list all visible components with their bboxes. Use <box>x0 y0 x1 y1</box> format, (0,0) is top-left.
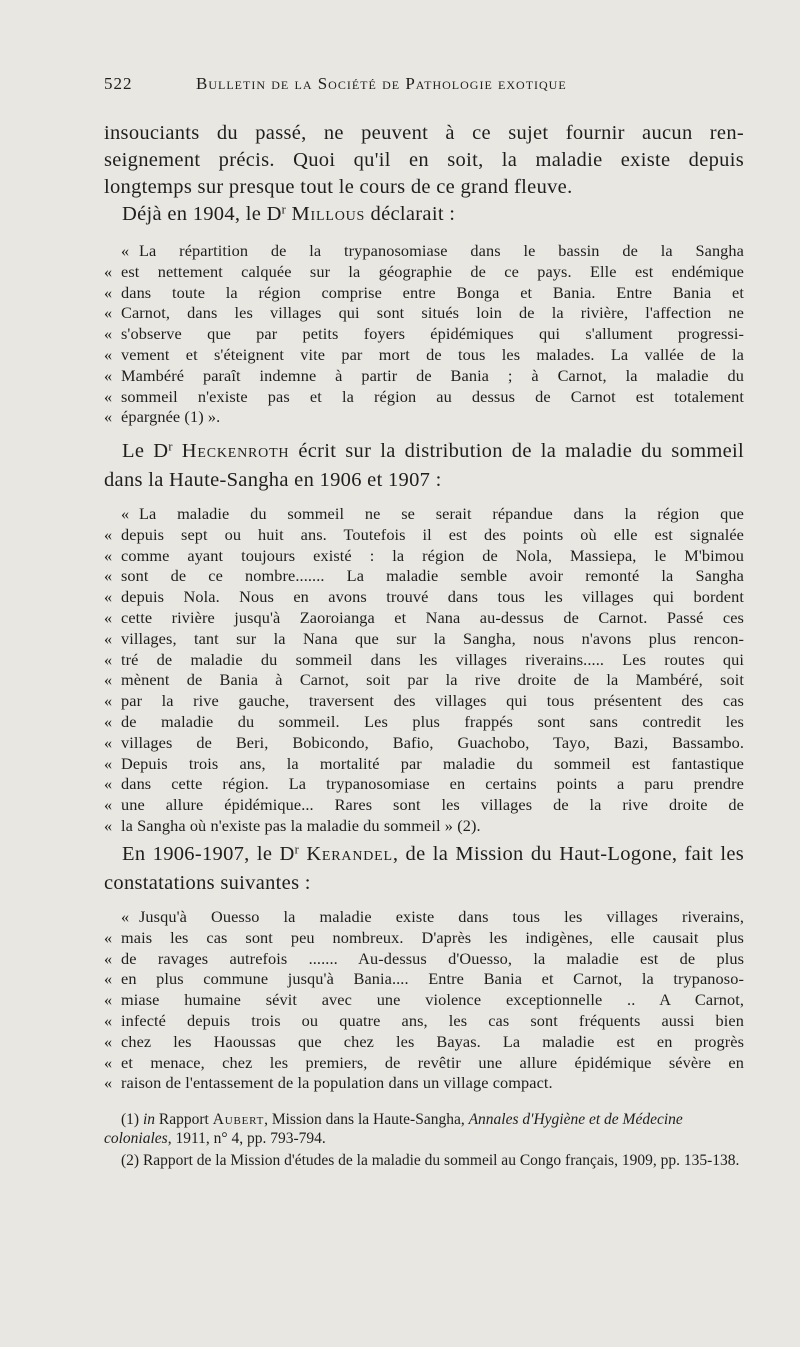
quote-line <box>104 324 744 345</box>
quote-mark: « <box>104 1031 113 1051</box>
quote-line <box>104 949 744 970</box>
paragraph-text-part: En 1906-1907, le D <box>122 843 295 865</box>
intro-line: insouciants du passé, ne peuvent à ce sujet fournir aucun ren- <box>104 122 744 144</box>
footnote-2: (2) Rapport de la Mission d'études de la maladie du sommeil au Congo français, 1909, pp. 135-138. <box>121 1152 740 1169</box>
quote-text: vement et s'éteignent vite par mort de tous les malades. La vallée de la <box>121 344 744 364</box>
intro-line: seignement précis. Quoi qu'il en soit, la maladie existe depuis <box>104 149 744 171</box>
quote-line <box>104 546 744 567</box>
author-name: Kerandel <box>306 843 393 865</box>
quote-text: La répartition de la trypanosomiase dans le bassin de la Sangha <box>139 241 744 260</box>
quote-line <box>104 387 744 408</box>
quote-line <box>104 303 744 324</box>
quote-text: Mambéré paraît indemne à partir de Bania ; à Carnot, la maladie du <box>121 365 744 385</box>
footnote-text: , Mission dans la Haute-Sangha, <box>264 1111 465 1128</box>
quote-line <box>104 1073 744 1094</box>
intro-line: longtemps sur presque tout le cours de ce grand fleuve. <box>104 176 573 198</box>
quote-line <box>104 629 744 650</box>
quote-line <box>104 816 744 837</box>
quote-mark: « <box>104 344 113 364</box>
quote-line <box>104 283 744 304</box>
footnote-number: (1) <box>121 1111 140 1128</box>
superscript: r <box>281 202 287 217</box>
quote-text: raison de l'entassement de la population dans un village compact. <box>121 1073 553 1093</box>
quote-text: Carnot, dans les villages qui sont situés loin de la rivière, l'affection ne <box>121 303 744 323</box>
quote-line <box>104 1032 744 1053</box>
quote-mark: « <box>104 587 113 607</box>
footnote-author: Aubert <box>212 1111 265 1128</box>
quote-text: La maladie du sommeil ne se serait répandue dans la région que <box>139 504 744 523</box>
quote-mark: « <box>104 990 113 1010</box>
quote-mark: « <box>104 732 113 752</box>
quote-text: mènent de Bania à Carnot, soit par la rive droite de la Mambéré, soit <box>121 670 744 690</box>
quote-mark: « <box>104 1073 113 1093</box>
footnote-text: in <box>142 1111 156 1128</box>
quote-line <box>104 650 744 671</box>
paragraph-text <box>104 840 744 898</box>
quote-text: dans toute la région comprise entre Bonga et Bania. Entre Bania et <box>121 282 744 302</box>
quote-line <box>104 1011 744 1032</box>
footnote-journal: Annales d'Hygiène et de Médecine coloniales <box>104 1111 683 1147</box>
paragraph-text-part: , de la Mission du Haut-Logone, fait les constatations suivantes : <box>104 843 744 894</box>
quote-mark: « <box>104 386 113 406</box>
quote-text: depuis sept ou huit ans. Toutefois il est des points où elle est signalée <box>121 524 744 544</box>
quote-text: mais les cas sont peu nombreux. D'après les indigènes, elle causait plus <box>121 927 744 947</box>
quote-line <box>104 795 744 816</box>
quote-text: Jusqu'à Ouesso la maladie existe dans tous les villages riverains, <box>139 907 744 926</box>
quote-line <box>104 345 744 366</box>
quote-line <box>104 407 744 428</box>
quote-text: s'observe que par petits foyers épidémiques qui s'allument progressi- <box>121 324 744 344</box>
quote-line <box>104 566 744 587</box>
paragraph-text <box>104 437 744 495</box>
quote-text: Depuis trois ans, la mortalité par maladie du sommeil est fantastique <box>121 753 744 773</box>
quote-text: une allure épidémique... Rares sont les villages de la rive droite de <box>121 795 744 815</box>
quote-mark: « <box>104 607 113 627</box>
quote-kerandel <box>104 907 744 1094</box>
quote-mark: « <box>104 324 113 344</box>
quote-line <box>104 670 744 691</box>
footnote-1 <box>104 1110 744 1148</box>
quote-mark: « <box>104 524 113 544</box>
quote-mark: « <box>104 948 113 968</box>
quote-line <box>104 608 744 629</box>
quote-text: villages, tant sur la Nana que sur la Sangha, nous n'avons plus rencon- <box>121 628 744 648</box>
quote-line <box>104 712 744 733</box>
quote-line <box>104 587 744 608</box>
paragraph-text-part: écrit sur la distribution de la maladie du sommeil dans la Haute-Sangha en 1906 et 1907 : <box>104 440 744 491</box>
quote-line <box>104 504 744 525</box>
quote-line <box>104 262 744 283</box>
quote-heckenroth <box>104 504 744 837</box>
quote-line <box>104 691 744 712</box>
superscript: r <box>294 842 300 857</box>
quote-mark: « <box>104 753 113 773</box>
quote-text: comme ayant toujours existé : la région de Nola, Massiepa, le M'bimou <box>121 545 744 565</box>
quote-text: villages de Beri, Bobicondo, Bafio, Guachobo, Tayo, Bazi, Bassambo. <box>121 732 744 752</box>
quote-mark: « <box>104 1010 113 1030</box>
journal-title: Bulletin de la Société de Pathologie exotique <box>196 74 567 93</box>
quote-mark: « <box>121 907 130 926</box>
quote-text: est nettement calquée sur la géographie de ce pays. Elle est endémique <box>121 261 744 281</box>
quote-mark: « <box>104 282 113 302</box>
running-header <box>104 74 740 104</box>
intro-text: déclarait : <box>365 203 456 225</box>
paragraph-text-part: Le D <box>122 440 169 462</box>
quote-text: de maladie du sommeil. Les plus frappés sont sans contredit les <box>121 711 744 731</box>
quote-text: infecté depuis trois ou quatre ans, les cas sont fréquents aussi bien <box>121 1010 744 1030</box>
quote-line <box>104 754 744 775</box>
quote-text: cette rivière jusqu'à Zaoroianga et Nana au-dessus de Carnot. Passé ces <box>121 607 744 627</box>
quote-text: la Sangha où n'existe pas la maladie du sommeil » (2). <box>121 815 481 835</box>
quote-line <box>104 907 744 928</box>
quote-text: miase humaine sévit avec une violence exceptionnelle .. A Carnot, <box>121 990 744 1010</box>
quote-text: tré de maladie du sommeil dans les villages riverains..... Les routes qui <box>121 649 744 669</box>
quote-mark: « <box>104 670 113 690</box>
quote-mark: « <box>104 261 113 281</box>
quote-text: dans cette région. La trypanosomiase en certains points a paru prendre <box>121 774 744 794</box>
intro-paragraph <box>104 120 744 228</box>
quote-text: et menace, chez les premiers, de revêtir une allure épidémique sévère en <box>121 1052 744 1072</box>
footnote-text: Rapport <box>158 1111 209 1128</box>
quote-line <box>104 928 744 949</box>
quote-mark: « <box>104 795 113 815</box>
quote-mark: « <box>104 927 113 947</box>
quote-mark: « <box>104 1052 113 1072</box>
quote-line <box>104 990 744 1011</box>
quote-mark: « <box>104 649 113 669</box>
quote-mark: « <box>104 969 113 989</box>
quote-text: de ravages autrefois ....... Au-dessus d'Ouesso, la maladie est de plus <box>121 948 744 968</box>
quote-line <box>104 241 744 262</box>
quote-mark: « <box>104 815 113 835</box>
page-number: 522 <box>104 74 133 93</box>
author-name: Millous <box>291 203 366 225</box>
quote-text: sommeil n'existe pas et la région au dessus de Carnot est totalement <box>121 386 744 406</box>
paragraph-kerandel <box>104 840 744 898</box>
quote-text: depuis Nola. Nous en avons trouvé dans tous les villages qui bordent <box>121 587 744 607</box>
quote-line <box>104 733 744 754</box>
quote-mark: « <box>104 691 113 711</box>
quote-mark: « <box>104 365 113 385</box>
quote-mark: « <box>104 303 113 323</box>
quote-text: par la rive gauche, traversent des villages qui tous présentent des cas <box>121 691 744 711</box>
quote-text: en plus commune jusqu'à Bania.... Entre Bania et Carnot, la trypanoso- <box>121 969 744 989</box>
quote-text: sont de ce nombre....... La maladie semble avoir remonté la Sangha <box>121 566 744 586</box>
intro-text: Déjà en 1904, le D <box>122 203 282 225</box>
quote-mark: « <box>121 241 130 260</box>
quote-mark: « <box>104 628 113 648</box>
quote-mark: « <box>104 407 113 427</box>
quote-mark: « <box>104 566 113 586</box>
quote-mark: « <box>104 774 113 794</box>
quote-millous <box>104 241 744 428</box>
quote-mark: « <box>104 545 113 565</box>
quote-text: chez les Haoussas que chez les Bayas. La maladie est en progrès <box>121 1031 744 1051</box>
quote-text: épargnée (1) ». <box>121 407 221 427</box>
quote-line <box>104 774 744 795</box>
quote-mark: « <box>121 504 130 523</box>
footnote-text: , 1911, n° 4, pp. 793-794. <box>167 1130 326 1147</box>
paragraph-heckenroth <box>104 437 744 495</box>
superscript: r <box>168 439 173 454</box>
intro-line <box>104 201 744 228</box>
quote-line <box>104 1053 744 1074</box>
quote-line <box>104 969 744 990</box>
quote-line <box>104 525 744 546</box>
quote-mark: « <box>104 711 113 731</box>
quote-line <box>104 366 744 387</box>
author-name: Heckenroth <box>181 440 290 462</box>
footnotes <box>104 1110 744 1170</box>
